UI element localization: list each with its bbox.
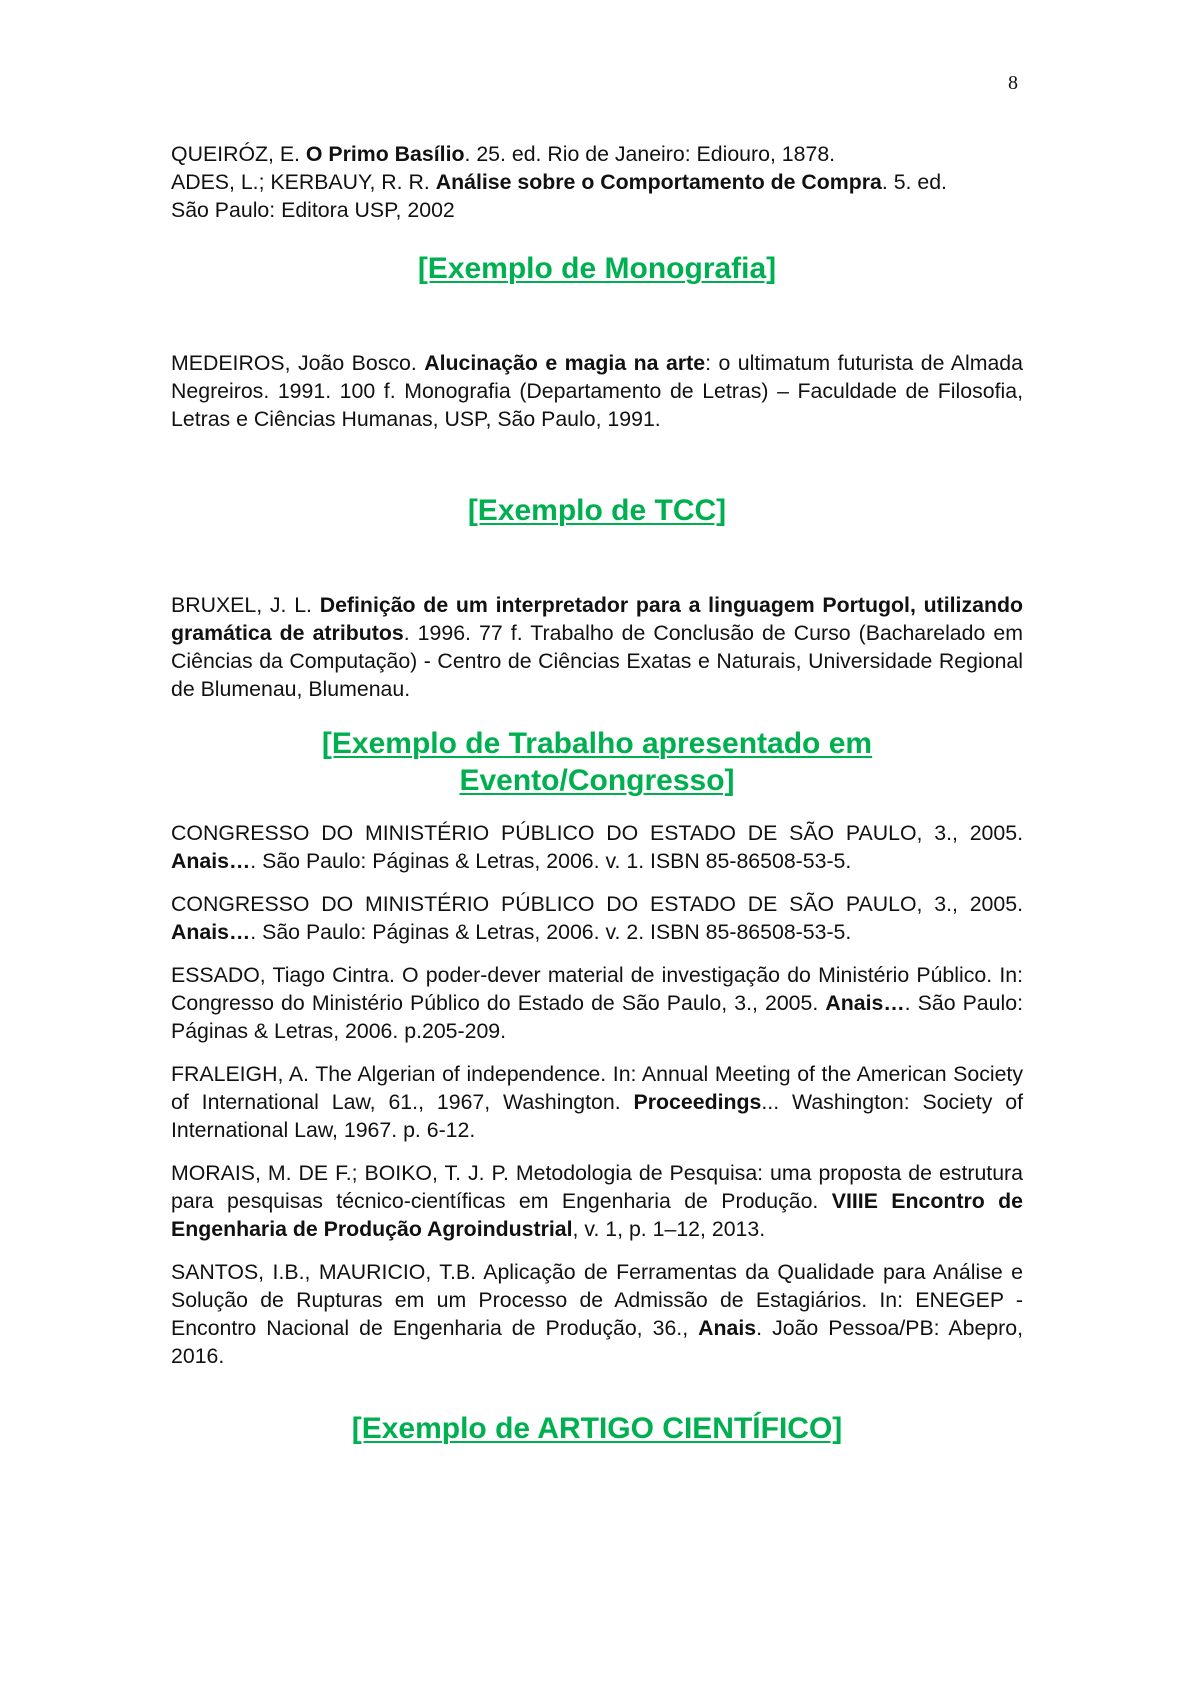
reference-queiroz: QUEIRÓZ, E. O Primo Basílio. 25. ed. Rio de Janeiro: Ediouro, 1878. (171, 142, 836, 166)
reference-fraleigh: FRALEIGH, A. The Algerian of independence. In: Annual Meeting of the American Society of International Law, 61., 1967, Washington. Proceedings... Washington: Society of International Law, 1967. p. 6-12. (171, 1062, 1023, 1142)
heading-artigo-cientifico: [Exemplo de ARTIGO CIENTÍFICO] (351, 1412, 843, 1445)
heading-evento-congresso: [Exemplo de Trabalho apresentado em Evento/Congresso] (321, 727, 873, 797)
reference-santos: SANTOS, I.B., MAURICIO, T.B. Aplicação de Ferramentas da Qualidade para Análise e Solução de Rupturas em um Processo de Admissão de Estagiários. In: ENEGEP - Encontro Nacional de Engenharia de Produção, 36., Anais. João Pessoa/PB: Abepro, 2016. (171, 1260, 1023, 1368)
reference-ades: ADES, L.; KERBAUY, R. R. Análise sobre o Comportamento de Compra. 5. ed. (171, 170, 947, 194)
page-content (171, 140, 1023, 1447)
heading-monografia: [Exemplo de Monografia] (417, 252, 777, 285)
reference-bruxel: BRUXEL, J. L. Definição de um interpretador para a linguagem Portugol, utilizando gramática de atributos. 1996. 77 f. Trabalho de Conclusão de Curso (Bacharelado em Ciências da Computação) - Centro de Ciências Exatas e Naturais, Universidade Regional de Blumenau, Blumenau. (171, 593, 1023, 701)
reference-congresso-v2: CONGRESSO DO MINISTÉRIO PÚBLICO DO ESTADO DE SÃO PAULO, 3., 2005. Anais…. São Paulo: Páginas & Letras, 2006. v. 2. ISBN 85-86508-53-5. (171, 892, 1023, 944)
reference-ades-continued: São Paulo: Editora USP, 2002 (171, 198, 455, 222)
page-number: 8 (1008, 72, 1018, 94)
heading-tcc: [Exemplo de TCC] (467, 494, 727, 527)
reference-essado: ESSADO, Tiago Cintra. O poder-dever material de investigação do Ministério Público. In: Congresso do Ministério Público do Estado de São Paulo, 3., 2005. Anais…. São Paulo: Páginas & Letras, 2006. p.205-209. (171, 963, 1023, 1043)
reference-congresso-v1: CONGRESSO DO MINISTÉRIO PÚBLICO DO ESTADO DE SÃO PAULO, 3., 2005. Anais…. São Paulo: Páginas & Letras, 2006. v. 1. ISBN 85-86508-53-5. (171, 821, 1023, 873)
reference-morais: MORAIS, M. DE F.; BOIKO, T. J. P. Metodologia de Pesquisa: uma proposta de estrutura para pesquisas técnico-científicas em Engenharia de Produção. VIIIE Encontro de Engenharia de Produção Agroindustrial, v. 1, p. 1–12, 2013. (171, 1161, 1023, 1241)
reference-medeiros: MEDEIROS, João Bosco. Alucinação e magia na arte: o ultimatum futurista de Almada Negreiros. 1991. 100 f. Monografia (Departamento de Letras) – Faculdade de Filosofia, Letras e Ciências Humanas, USP, São Paulo, 1991. (171, 351, 1024, 431)
